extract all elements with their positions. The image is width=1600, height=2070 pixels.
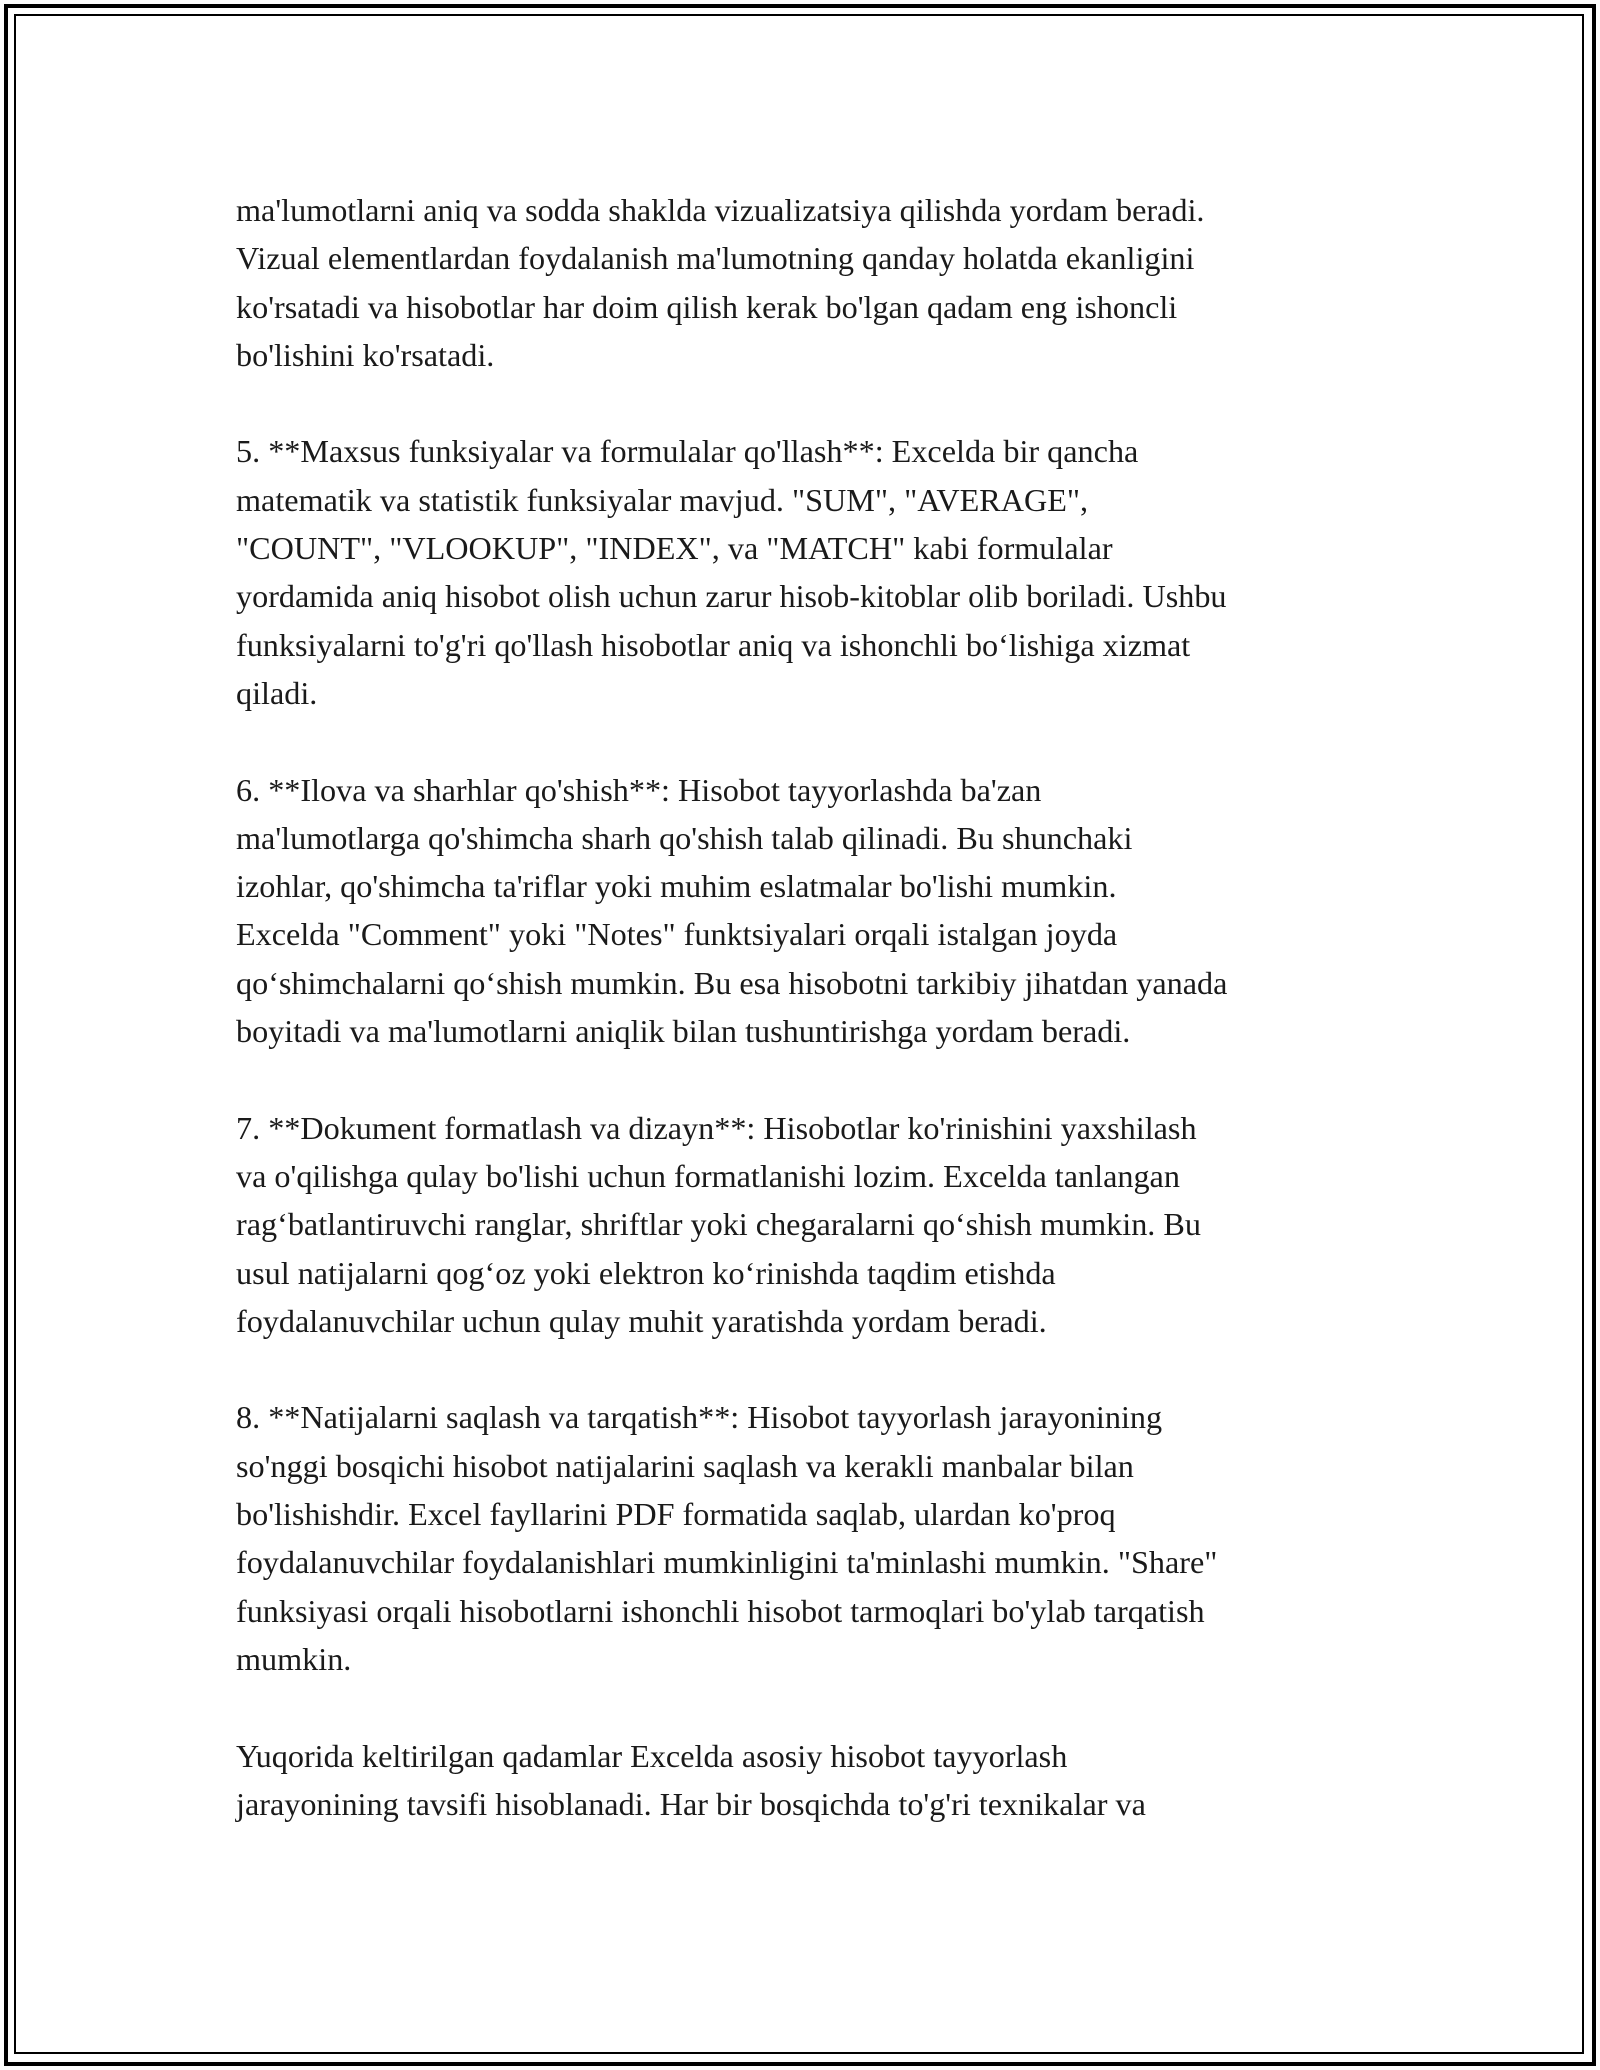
paragraph-step-6-comments-notes: 6. **Ilova va sharhlar qo'shish**: Hisobot tayyorlashda ba'zan ma'lumotlarga qo'shimcha sharh qo'shish talab qilinadi. Bu shunchaki izohlar, qo'shimcha ta'riflar yoki muhim eslatmalar bo'lishi mumkin. Excelda "Comment" yoki "Notes" funktsiyalari orqali istalgan joyda qo‘shimchalarni qo‘shish mumkin. Bu esa hisobotni tarkibiy jihatdan yanada boyitadi va ma'lumotlarni aniqlik bilan tushuntirishga yordam beradi. (236, 771, 1228, 1050)
paragraph-step-5-functions-formulas: 5. **Maxsus funksiyalar va formulalar qo'llash**: Excelda bir qancha matematik va statistik funksiyalar mavjud. "SUM", "AVERAGE", "COUNT", "VLOOKUP", "INDEX", va "MATCH" kabi formulalar yordamida aniq hisobot olish uchun zarur hisob-kitoblar olib boriladi. Ushbu funksiyalarni to'g'ri qo'llash hisobotlar aniq va ishonchli bo‘lishiga xizmat qiladi. (236, 433, 1227, 711)
paragraph-step-8-saving-sharing: 8. **Natijalarni saqlash va tarqatish**: Hisobot tayyorlash jarayonining so'nggi bosqichi hisobot natijalarini saqlash va kerakli manbalar bilan bo'lishishdir. Excel fayllarini PDF formatida saqlab, ulardan ko'proq foydalanuvchilar foydalanishlari mumkinligini ta'minlashi mumkin. "Share" funksiyasi orqali hisobotlarni ishonchli hisobot tarmoqlari bo'ylab tarqatish mumkin. (236, 1399, 1218, 1677)
paragraph-conclusion: Yuqorida keltirilgan qadamlar Excelda asosiy hisobot tayyorlash jarayonining tavsifi hisoblanadi. Har bir bosqichda to'g'ri texnikalar va (236, 1737, 1146, 1822)
paragraph-intro-continuation: ma'lumotlarni aniq va sodda shaklda vizualizatsiya qilishda yordam beradi. Vizual elementlardan foydalanish ma'lumotning qanday holatda ekanligini ko'rsatadi va hisobotlar har doim qilish kerak bo'lgan qadam eng ishoncli bo'lishini ko'rsatadi. (236, 192, 1205, 373)
paragraph-step-7-formatting-design: 7. **Dokument formatlash va dizayn**: Hisobotlar ko'rinishini yaxshilash va o'qilishga qulay bo'lishi uchun formatlanishi lozim. Excelda tanlangan rag‘batlantiruvchi ranglar, shriftlar yoki chegaralarni qo‘shish mumkin. Bu usul natijalarni qog‘oz yoki elektron ko‘rinishda taqdim etishda foydalanuvchilar uchun qulay muhit yaratishda yordam beradi. (236, 1109, 1201, 1339)
document-body (236, 186, 1386, 1876)
